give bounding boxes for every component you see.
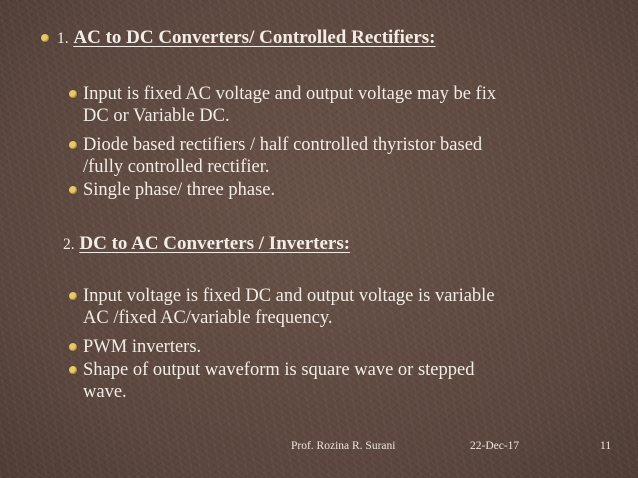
- bullet-1-1-line-2: DC or Variable DC.: [83, 106, 230, 126]
- footer-date: 22-Dec-17: [470, 440, 520, 452]
- bullet-icon: [69, 343, 77, 351]
- bullet-2-3-line-1: Shape of output waveform is square wave or stepped: [83, 360, 475, 380]
- bullet-2-1-line-1: Input voltage is fixed DC and output voltage is variable: [83, 286, 495, 306]
- heading-bullet-icon: [41, 34, 49, 42]
- bullet-1-2-line-1: Diode based rectifiers / half controlled thyristor based: [83, 135, 483, 155]
- section-2-title: DC to AC Converters / Inverters:: [79, 233, 351, 254]
- bullet-1-1-line-1: Input is fixed AC voltage and output voltage may be fix: [83, 84, 497, 104]
- bullet-icon: [69, 292, 77, 300]
- bullet-1-3-line-1: Single phase/ three phase.: [83, 180, 276, 200]
- bullet-1-2-line-2: /fully controlled rectifier.: [83, 157, 270, 177]
- bullet-icon: [69, 366, 77, 374]
- bullet-icon: [69, 141, 77, 149]
- bullet-2-1-line-2: AC /fixed AC/variable frequency.: [83, 308, 333, 328]
- bullet-icon: [69, 186, 77, 194]
- footer-page-number: 11: [600, 440, 612, 452]
- section-1-number: 1.: [57, 30, 69, 47]
- footer-author: Prof. Rozina R. Surani: [291, 440, 396, 452]
- section-2-number: 2.: [63, 236, 75, 253]
- section-2-heading: [63, 232, 350, 257]
- bullet-2-2-line-1: PWM inverters.: [83, 337, 202, 357]
- bullet-icon: [69, 90, 77, 98]
- section-1-title: AC to DC Converters/ Controlled Rectifiers:: [73, 27, 436, 48]
- section-1-heading: [57, 26, 436, 51]
- bullet-2-3-line-2: wave.: [83, 382, 127, 402]
